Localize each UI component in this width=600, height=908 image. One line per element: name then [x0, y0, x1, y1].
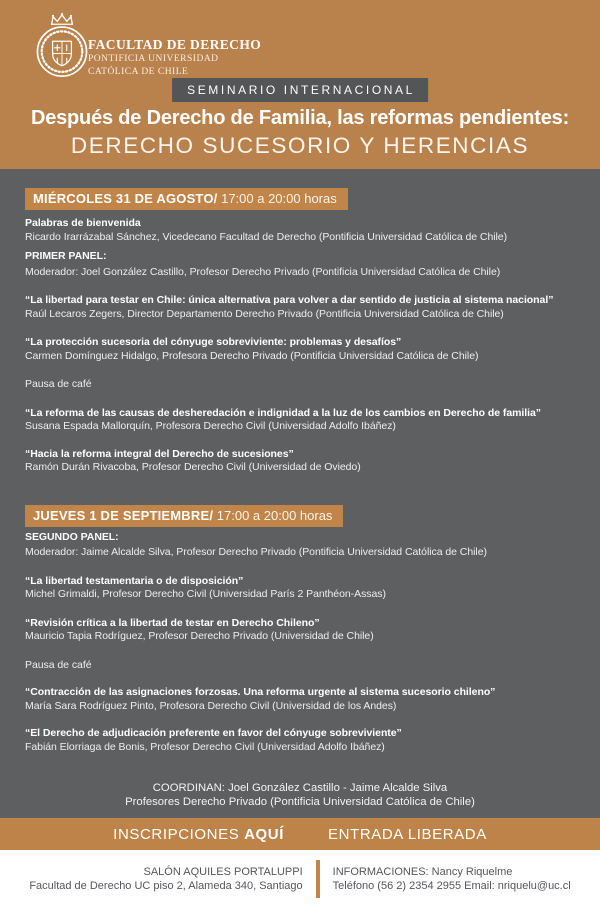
program-item-talk [25, 336, 575, 363]
program-item-moderator [25, 546, 575, 560]
item-title: Palabras de bienvenida [25, 217, 141, 229]
program-content [0, 169, 600, 818]
item-speaker: Fabián Elorriaga de Bonis, Profesor Derecho Civil (Universidad Adolfo Ibáñez) [25, 740, 385, 753]
poster-header [0, 0, 600, 169]
contact-phone-email: Teléfono (56 2) 2354 2955 Email: nriquelu@uc.cl [332, 880, 571, 892]
university-name-line2: CATÓLICA DE CHILE [88, 66, 189, 77]
coordinators-line1: COORDINAN: Joel González Castillo - Jaime Alcalde Silva [152, 782, 448, 794]
seminar-type-badge: SEMINARIO INTERNACIONAL [172, 78, 428, 102]
poster-title-line2: DERECHO SUCESORIO Y HERENCIAS [70, 133, 530, 158]
program-item-coffee-break [25, 378, 575, 392]
break-text: Pausa de café [25, 378, 92, 390]
item-title: “La libertad testamentaria o de disposición” [25, 574, 244, 587]
program-item-talk [25, 448, 575, 475]
session-thursday [25, 475, 575, 755]
university-name-line1: PONTIFICIA UNIVERSIDAD [88, 54, 219, 64]
panel-heading-second [25, 531, 575, 545]
item-title: “Hacia la reforma integral del Derecho de sucesiones” [25, 447, 294, 460]
item-speaker: Michel Grimaldi, Profesor Derecho Civil (Universidad París 2 Panthéon-Assas) [25, 588, 386, 600]
free-entry-label: ENTRADA LIBERADA [328, 825, 487, 843]
item-title: “Revisión crítica a la libertad de testar en Derecho Chileno” [25, 616, 320, 629]
program-item-talk [25, 617, 575, 644]
session-date-label: MIÉRCOLES 31 DE AGOSTO/ [33, 191, 218, 206]
moderator-text: Moderador: Joel González Castillo, Profesor Derecho Privado (Pontificia Universidad Católica de Chile) [25, 265, 501, 278]
panel-heading-label: SEGUNDO PANEL: [25, 530, 119, 543]
inscriptions-link[interactable] [113, 826, 284, 843]
institution-name [88, 37, 261, 78]
item-title: “La protección sucesoria del cónyuge sobreviviente: problemas y desafíos” [25, 336, 402, 348]
program-item-talk [25, 575, 575, 602]
item-speaker: Susana Espada Mallorquín, Profesora Derecho Civil (Universidad Adolfo Ibáñez) [25, 420, 396, 432]
item-title: “El Derecho de adjudicación preferente en favor del cónyuge sobreviviente” [25, 727, 402, 739]
program-item-coffee-break [25, 659, 575, 673]
registration-bar [0, 818, 600, 850]
program-item-talk [25, 294, 575, 321]
session-wednesday [25, 169, 575, 475]
footer-divider [316, 860, 320, 898]
inscriptions-here-label: AQUÍ [244, 825, 285, 843]
panel-heading-label: PRIMER PANEL: [25, 250, 107, 262]
item-speaker: Raúl Lecaros Zegers, Director Departamento Derecho Privado (Pontificia Universidad Católica de Chile) [25, 307, 504, 320]
item-speaker: María Sara Rodríguez Pinto, Profesora Derecho Civil (Universidad de los Andes) [25, 699, 397, 712]
item-speaker: Ricardo Irarrázabal Sánchez, Vicedecano Facultad de Derecho (Pontificia Universidad Católica de Chile) [25, 230, 508, 243]
program-item-talk [25, 727, 575, 754]
program-item-talk [25, 407, 575, 434]
item-title: “La libertad para testar en Chile: única alternativa para volver a dar sentido de justicia al sistema nacional” [25, 294, 554, 306]
session-time-label: 17:00 a 20:00 horas [221, 191, 337, 206]
moderator-text: Moderador: Jaime Alcalde Silva, Profesor Derecho Privado (Pontificia Universidad Católica de Chile) [25, 546, 487, 558]
break-text: Pausa de café [25, 658, 92, 671]
session-date-bar-thursday [25, 505, 343, 527]
item-speaker: Carmen Domínguez Hidalgo, Profesora Derecho Privado (Pontificia Universidad Católica de Chile) [25, 349, 479, 362]
inscriptions-label: INSCRIPCIONES [113, 825, 240, 843]
poster-title-line1: Después de Derecho de Familia, las reformas pendientes: [30, 107, 570, 129]
session-date-bar-wednesday [25, 188, 348, 210]
program-item-talk [25, 686, 575, 713]
item-speaker: Ramón Durán Rivacoba, Profesor Derecho Civil (Universidad de Oviedo) [25, 461, 361, 473]
coordinators-line2: Profesores Derecho Privado (Pontificia Universidad Católica de Chile) [125, 796, 475, 808]
program-item-moderator [25, 266, 575, 280]
item-speaker: Mauricio Tapia Rodríguez, Profesor Derecho Privado (Universidad de Chile) [25, 630, 374, 642]
faculty-name: FACULTAD DE DERECHO [88, 37, 262, 52]
venue-name: SALÓN AQUILES PORTALUPPI [143, 865, 303, 878]
venue-block [29, 865, 302, 894]
venue-address: Facultad de Derecho UC piso 2, Alameda 340, Santiago [29, 880, 303, 892]
session-date-label: JUEVES 1 DE SEPTIEMBRE/ [33, 507, 214, 523]
item-title: “Contracción de las asignaciones forzosas. Una reforma urgente al sistema sucesorio chileno” [25, 686, 496, 698]
panel-heading-first [25, 250, 575, 264]
contact-name: INFORMACIONES: Nancy Riquelme [332, 865, 513, 878]
contact-block [333, 865, 571, 894]
session-time-label: 17:00 a 20:00 horas [216, 507, 333, 523]
program-item-welcome [25, 217, 575, 244]
uc-seal-logo [33, 12, 91, 78]
coordinators-block [25, 781, 575, 809]
poster-footer [0, 850, 600, 908]
item-title: “La reforma de las causas de desheredación e indignidad a la luz de los cambios en Derecho de familia” [25, 406, 541, 419]
